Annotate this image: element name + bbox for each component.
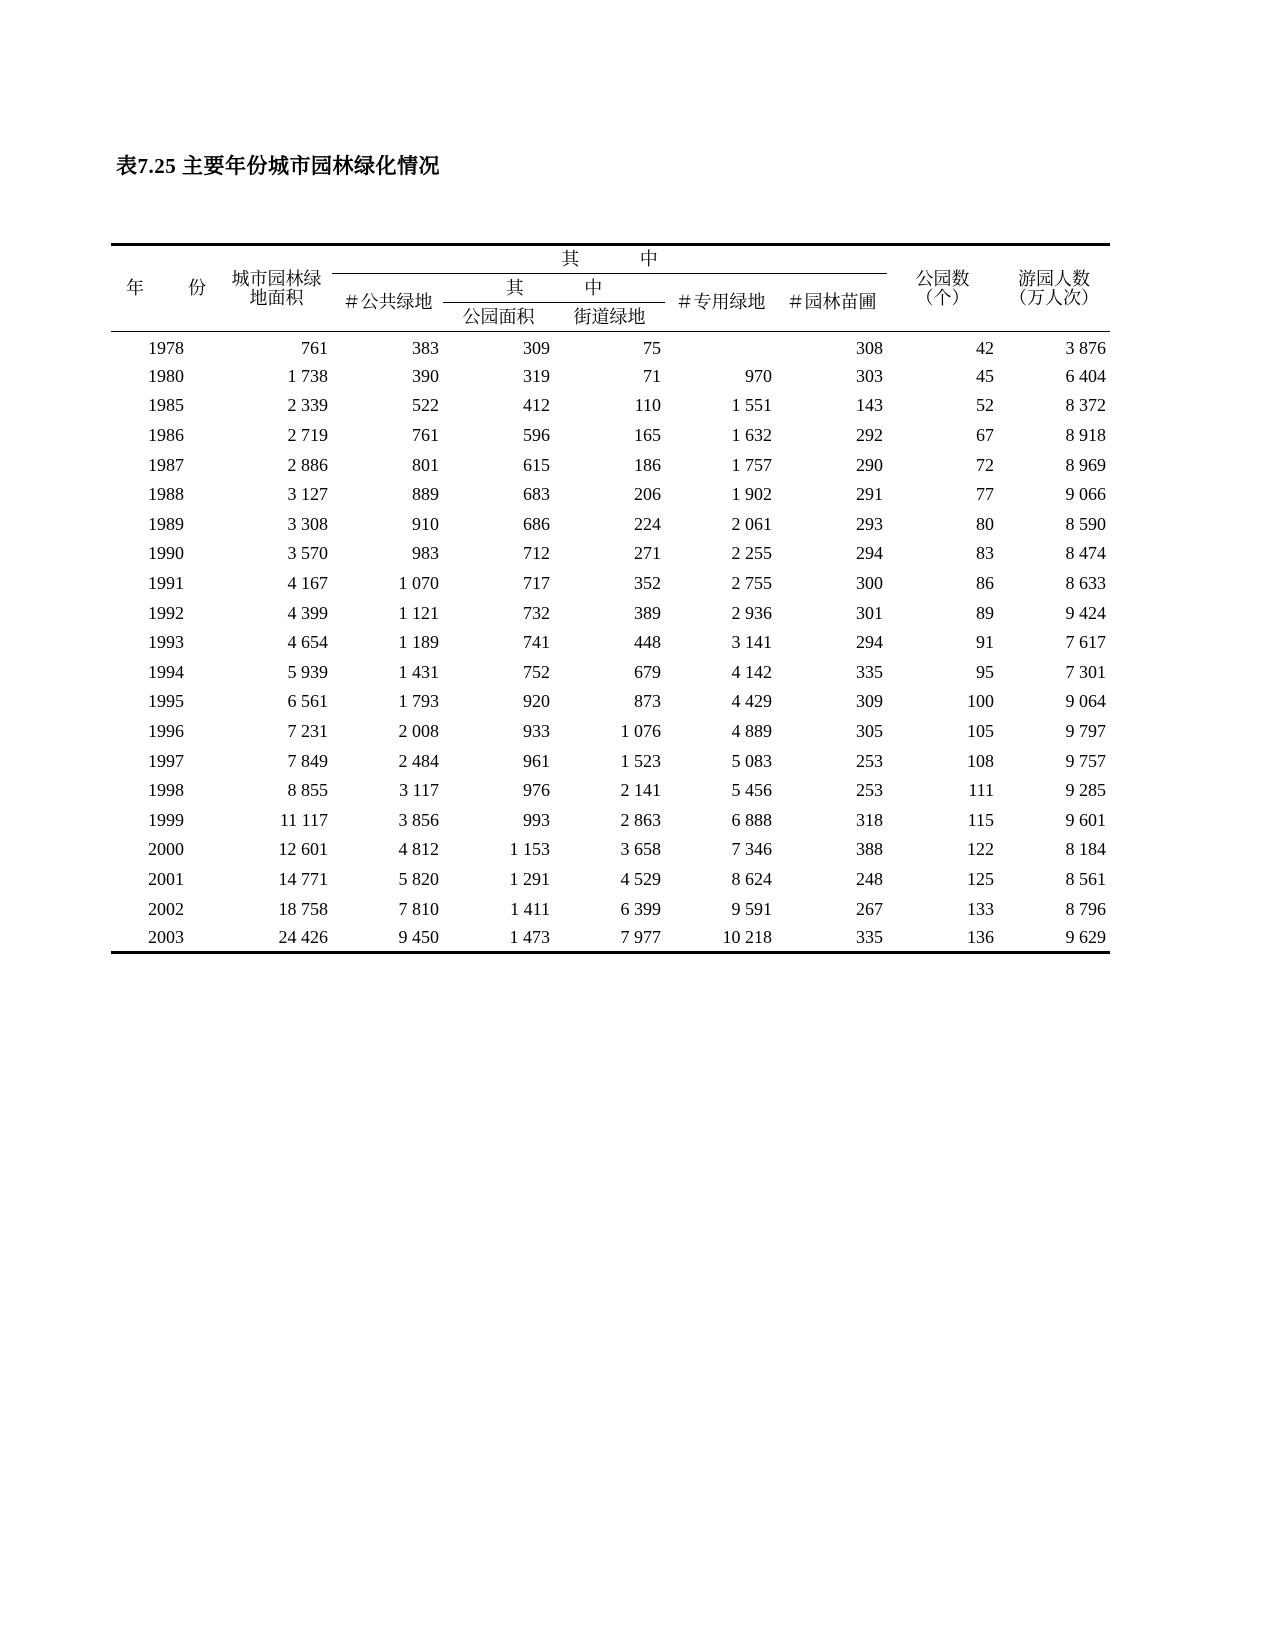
table-row <box>111 420 1110 450</box>
cell-green-area: 1 738 <box>287 365 328 386</box>
cell-year: 1985 <box>148 395 184 416</box>
header-visitors-line2: （万人次） <box>1009 287 1100 308</box>
cell-visitors: 9 757 <box>1065 750 1107 771</box>
cell-visitors: 8 590 <box>1065 513 1107 534</box>
cell-parks: 67 <box>976 425 995 446</box>
cell-special-green: 1 757 <box>731 454 772 475</box>
cell-nursery: 305 <box>856 721 884 742</box>
cell-green-area: 4 654 <box>287 632 328 653</box>
cell-visitors: 9 064 <box>1065 691 1107 712</box>
cell-public-green: 5 820 <box>398 868 439 889</box>
cell-park-area: 976 <box>523 780 550 801</box>
cell-park-area: 1 291 <box>509 868 550 889</box>
header-year-label: 年 份 <box>126 278 206 298</box>
cell-public-green: 1 070 <box>398 573 439 594</box>
cell-park-area: 712 <box>523 543 550 564</box>
cell-street-green: 1 523 <box>620 750 661 771</box>
cell-park-area: 1 473 <box>509 927 550 948</box>
cell-special-green: 9 591 <box>731 898 772 919</box>
cell-special-green: 2 936 <box>731 602 772 623</box>
cell-public-green: 3 117 <box>399 780 439 801</box>
table-row <box>111 391 1110 421</box>
cell-public-green: 1 121 <box>398 602 439 623</box>
cell-visitors: 8 372 <box>1065 395 1107 416</box>
header-visitors-line1: 游园人数 <box>1018 268 1091 289</box>
cell-year: 2001 <box>148 868 184 889</box>
cell-special-green: 8 624 <box>731 868 772 889</box>
cell-special-green: 1 902 <box>731 484 772 505</box>
cell-special-green: 4 429 <box>731 691 772 712</box>
cell-special-green: 2 755 <box>731 573 772 594</box>
cell-street-green: 165 <box>634 425 661 446</box>
cell-street-green: 448 <box>634 632 661 653</box>
cell-year: 1980 <box>148 365 184 386</box>
cell-parks: 91 <box>976 632 995 653</box>
cell-park-area: 961 <box>523 750 550 771</box>
cell-public-green: 2 008 <box>398 721 439 742</box>
cell-special-green: 10 218 <box>722 927 772 948</box>
header-of-which <box>332 245 887 274</box>
cell-special-green: 1 551 <box>731 395 772 416</box>
cell-visitors: 6 404 <box>1065 365 1107 386</box>
cell-special-green <box>665 332 776 362</box>
cell-green-area: 3 127 <box>287 484 328 505</box>
cell-street-green: 7 977 <box>620 927 661 948</box>
cell-year: 1978 <box>148 338 184 359</box>
cell-year: 1992 <box>148 602 184 623</box>
cell-parks: 95 <box>976 661 995 682</box>
cell-year: 1993 <box>148 632 184 653</box>
cell-nursery: 291 <box>856 484 884 505</box>
header-street-green: 街道绿地 <box>554 303 665 332</box>
cell-parks: 89 <box>976 602 995 623</box>
cell-park-area: 1 153 <box>509 839 550 860</box>
cell-public-green: 889 <box>412 484 439 505</box>
cell-park-area: 686 <box>523 513 550 534</box>
cell-green-area: 2 719 <box>287 425 328 446</box>
cell-nursery: 293 <box>856 513 884 534</box>
table-row <box>111 479 1110 509</box>
header-green-area-line2: 地面积 <box>249 287 304 308</box>
table-row <box>111 687 1110 717</box>
cell-nursery: 388 <box>856 839 884 860</box>
cell-parks: 77 <box>976 484 995 505</box>
green-statistics-table <box>111 243 1110 954</box>
table-row <box>111 746 1110 776</box>
table-row <box>111 539 1110 569</box>
table-row <box>111 361 1110 391</box>
cell-parks: 133 <box>967 898 995 919</box>
cell-parks: 105 <box>967 721 995 742</box>
cell-nursery: 335 <box>856 927 884 948</box>
cell-year: 1995 <box>148 691 184 712</box>
table-row <box>111 657 1110 687</box>
cell-public-green: 801 <box>412 454 439 475</box>
header-of-which-sub <box>443 274 665 303</box>
cell-nursery: 303 <box>856 365 884 386</box>
cell-visitors: 8 969 <box>1065 454 1107 475</box>
header-park-area: 公园面积 <box>443 303 554 332</box>
cell-year: 1998 <box>148 780 184 801</box>
cell-visitors: 8 796 <box>1065 898 1107 919</box>
header-green-area <box>221 245 332 332</box>
cell-year: 1991 <box>148 573 184 594</box>
cell-green-area: 7 849 <box>287 750 328 771</box>
cell-nursery: 301 <box>856 602 884 623</box>
cell-public-green: 522 <box>412 395 439 416</box>
cell-parks: 42 <box>976 338 995 359</box>
cell-year: 1994 <box>148 661 184 682</box>
header-parks-line1: 公园数 <box>915 268 970 289</box>
cell-visitors: 8 561 <box>1065 868 1107 889</box>
table-title: 表7.25 主要年份城市园林绿化情况 <box>116 154 440 178</box>
cell-parks: 108 <box>967 750 995 771</box>
cell-street-green: 352 <box>634 573 661 594</box>
cell-street-green: 2 141 <box>620 780 661 801</box>
cell-nursery: 318 <box>856 809 884 830</box>
cell-visitors: 3 876 <box>1065 338 1107 359</box>
table-row <box>111 450 1110 480</box>
cell-parks: 45 <box>976 365 995 386</box>
cell-parks: 115 <box>967 809 995 830</box>
cell-green-area: 2 339 <box>287 395 328 416</box>
cell-street-green: 224 <box>634 513 661 534</box>
cell-park-area: 920 <box>523 691 550 712</box>
cell-public-green: 2 484 <box>398 750 439 771</box>
cell-green-area: 2 886 <box>287 454 328 475</box>
cell-green-area: 11 117 <box>279 809 328 830</box>
table-row <box>111 805 1110 835</box>
cell-year: 1989 <box>148 513 184 534</box>
cell-nursery: 248 <box>856 868 884 889</box>
cell-street-green: 206 <box>634 484 661 505</box>
cell-parks: 122 <box>967 839 995 860</box>
cell-public-green: 910 <box>412 513 439 534</box>
cell-special-green: 1 632 <box>731 425 772 446</box>
table-row <box>111 598 1110 628</box>
cell-year: 1999 <box>148 809 184 830</box>
cell-green-area: 3 570 <box>287 543 328 564</box>
cell-visitors: 9 601 <box>1065 809 1107 830</box>
cell-park-area: 596 <box>523 425 550 446</box>
cell-green-area: 18 758 <box>278 898 328 919</box>
cell-year: 1997 <box>148 750 184 771</box>
cell-nursery: 335 <box>856 661 884 682</box>
cell-visitors: 7 301 <box>1065 661 1107 682</box>
cell-special-green: 4 142 <box>731 661 772 682</box>
header-visitors <box>998 245 1110 332</box>
cell-visitors: 9 424 <box>1065 602 1107 623</box>
cell-park-area: 993 <box>523 809 550 830</box>
cell-special-green: 970 <box>745 365 772 386</box>
cell-special-green: 4 889 <box>731 721 772 742</box>
cell-public-green: 761 <box>412 425 439 446</box>
cell-green-area: 7 231 <box>287 721 328 742</box>
cell-green-area: 6 561 <box>287 691 328 712</box>
cell-nursery: 294 <box>856 543 884 564</box>
cell-year: 2000 <box>148 839 184 860</box>
cell-year: 2003 <box>148 927 184 948</box>
cell-nursery: 253 <box>856 780 884 801</box>
cell-visitors: 8 474 <box>1065 543 1107 564</box>
cell-green-area: 4 399 <box>287 602 328 623</box>
cell-park-area: 933 <box>523 721 550 742</box>
cell-green-area: 12 601 <box>278 839 328 860</box>
table-row <box>111 864 1110 894</box>
cell-parks: 72 <box>976 454 995 475</box>
cell-parks: 83 <box>976 543 995 564</box>
table-row <box>111 568 1110 598</box>
table-row <box>111 627 1110 657</box>
cell-green-area: 14 771 <box>278 868 328 889</box>
cell-year: 1996 <box>148 721 184 742</box>
header-year <box>111 245 221 332</box>
cell-street-green: 110 <box>634 395 661 416</box>
cell-nursery: 267 <box>856 898 884 919</box>
cell-nursery: 300 <box>856 573 884 594</box>
cell-visitors: 9 285 <box>1065 780 1107 801</box>
cell-special-green: 7 346 <box>731 839 772 860</box>
header-parks-line2: （个） <box>915 287 970 308</box>
cell-green-area: 3 308 <box>287 513 328 534</box>
cell-street-green: 6 399 <box>620 898 661 919</box>
cell-green-area: 761 <box>301 338 328 359</box>
cell-public-green: 1 189 <box>398 632 439 653</box>
cell-nursery: 308 <box>856 338 884 359</box>
cell-street-green: 71 <box>643 365 661 386</box>
cell-park-area: 412 <box>523 395 550 416</box>
cell-visitors: 7 617 <box>1065 632 1107 653</box>
header-of-which-sub-label: 其 中 <box>505 277 631 298</box>
cell-year: 1986 <box>148 425 184 446</box>
cell-visitors: 8 184 <box>1065 839 1107 860</box>
header-public-green: ＃公共绿地 <box>332 274 443 332</box>
header-nursery: ＃园林苗圃 <box>776 274 887 332</box>
table-row <box>111 716 1110 746</box>
cell-street-green: 75 <box>643 338 661 359</box>
cell-street-green: 389 <box>634 602 661 623</box>
cell-street-green: 186 <box>634 454 661 475</box>
table-row <box>111 894 1110 924</box>
cell-visitors: 9 629 <box>1065 927 1107 948</box>
cell-parks: 52 <box>976 395 995 416</box>
cell-green-area: 8 855 <box>287 780 328 801</box>
cell-year: 1987 <box>148 454 184 475</box>
cell-public-green: 390 <box>412 365 439 386</box>
cell-public-green: 383 <box>412 338 439 359</box>
cell-special-green: 5 456 <box>731 780 772 801</box>
cell-nursery: 143 <box>856 395 884 416</box>
cell-special-green: 2 061 <box>731 513 772 534</box>
cell-special-green: 6 888 <box>731 809 772 830</box>
cell-visitors: 8 633 <box>1065 573 1107 594</box>
cell-park-area: 717 <box>523 573 550 594</box>
cell-street-green: 873 <box>634 691 661 712</box>
cell-public-green: 9 450 <box>398 927 439 948</box>
cell-park-area: 732 <box>523 602 550 623</box>
cell-year: 2002 <box>148 898 184 919</box>
cell-public-green: 1 431 <box>398 661 439 682</box>
header-of-which-label: 其 中 <box>561 249 686 269</box>
cell-public-green: 7 810 <box>398 898 439 919</box>
header-special-green: ＃专用绿地 <box>665 274 776 332</box>
cell-park-area: 309 <box>523 338 550 359</box>
cell-year: 1990 <box>148 543 184 564</box>
cell-year: 1988 <box>148 484 184 505</box>
cell-public-green: 3 856 <box>398 809 439 830</box>
cell-visitors: 9 066 <box>1065 484 1107 505</box>
cell-park-area: 741 <box>523 632 550 653</box>
cell-parks: 100 <box>967 691 995 712</box>
cell-park-area: 683 <box>523 484 550 505</box>
cell-park-area: 615 <box>523 454 550 475</box>
cell-street-green: 3 658 <box>620 839 661 860</box>
cell-street-green: 679 <box>634 661 661 682</box>
header-parks <box>887 245 998 332</box>
cell-green-area: 4 167 <box>287 573 328 594</box>
cell-visitors: 8 918 <box>1065 425 1107 446</box>
cell-parks: 80 <box>976 513 995 534</box>
cell-park-area: 319 <box>523 365 550 386</box>
table-row <box>111 332 1110 362</box>
cell-park-area: 752 <box>523 661 550 682</box>
cell-park-area: 1 411 <box>510 898 550 919</box>
table-row <box>111 923 1110 953</box>
cell-special-green: 2 255 <box>731 543 772 564</box>
cell-nursery: 309 <box>856 691 884 712</box>
cell-special-green: 3 141 <box>731 632 772 653</box>
cell-nursery: 290 <box>856 454 884 475</box>
cell-street-green: 1 076 <box>620 721 661 742</box>
cell-parks: 136 <box>967 927 995 948</box>
cell-parks: 86 <box>976 573 995 594</box>
cell-nursery: 292 <box>856 425 884 446</box>
table-row <box>111 835 1110 865</box>
cell-public-green: 4 812 <box>398 839 439 860</box>
cell-street-green: 2 863 <box>620 809 661 830</box>
cell-street-green: 271 <box>634 543 661 564</box>
cell-public-green: 983 <box>412 543 439 564</box>
table-row <box>111 775 1110 805</box>
cell-public-green: 1 793 <box>398 691 439 712</box>
cell-visitors: 9 797 <box>1065 721 1107 742</box>
header-green-area-line1: 城市园林绿 <box>231 268 322 289</box>
cell-street-green: 4 529 <box>620 868 661 889</box>
cell-special-green: 5 083 <box>731 750 772 771</box>
table-row <box>111 509 1110 539</box>
cell-nursery: 253 <box>856 750 884 771</box>
cell-green-area: 24 426 <box>278 927 328 948</box>
cell-parks: 111 <box>968 780 995 801</box>
cell-green-area: 5 939 <box>287 661 328 682</box>
cell-nursery: 294 <box>856 632 884 653</box>
cell-parks: 125 <box>967 868 995 889</box>
